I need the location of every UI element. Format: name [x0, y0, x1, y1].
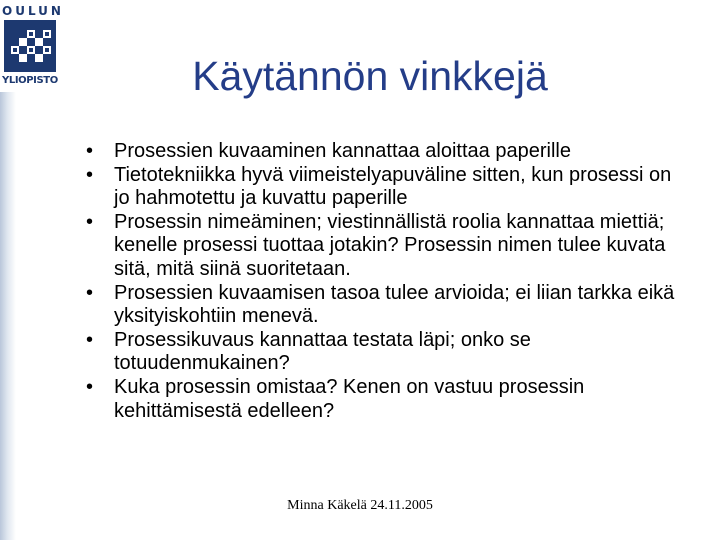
bullet-text: Kuka prosessin omistaa? Kenen on vastuu prosessin kehittämisestä edelleen?	[114, 375, 585, 422]
bullet-item	[86, 376, 686, 423]
bullet-item	[86, 164, 686, 211]
logo-bottom-text: YLIOPISTO	[2, 75, 58, 86]
bullet-text: Prosessien kuvaamisen tasoa tulee arvioida; ei liian tarkka eikä yksityiskohtiin menevä.	[114, 281, 675, 328]
slide-title: Käytännön vinkkejä	[192, 53, 548, 99]
university-logo	[2, 4, 64, 90]
bullet-marker: •	[86, 328, 94, 351]
bullet-list	[86, 140, 686, 423]
slide-footer: Minna Käkelä 24.11.2005	[287, 498, 433, 513]
bullet-text: Prosessien kuvaaminen kannattaa aloittaa paperille	[114, 140, 571, 162]
bullet-text: Prosessikuvaus kannattaa testata läpi; onko se totuudenmukainen?	[114, 328, 531, 375]
bullet-marker: •	[86, 281, 94, 304]
logo-top-text: OULUN	[2, 4, 64, 18]
bullet-item	[86, 140, 686, 164]
side-gradient-strip	[0, 92, 16, 540]
bullet-marker: •	[86, 375, 94, 398]
bullet-marker: •	[86, 140, 94, 162]
bullet-marker: •	[86, 210, 94, 233]
bullet-marker: •	[86, 163, 94, 186]
bullet-item	[86, 211, 686, 282]
bullet-item	[86, 329, 686, 376]
bullet-text: Prosessin nimeäminen; viestinnällistä roolia kannattaa miettiä; kenelle prosessi tuottaa jotakin? Prosessin nimen tulee kuvata sitä, mitä siinä suoritetaan.	[114, 210, 666, 280]
bullet-text: Tietotekniikka hyvä viimeistelyapuväline sitten, kun prosessi on jo hahmotettu ja kuvattu paperille	[114, 163, 672, 210]
bullet-item	[86, 282, 686, 329]
oulu-university-logo-icon	[4, 20, 56, 72]
